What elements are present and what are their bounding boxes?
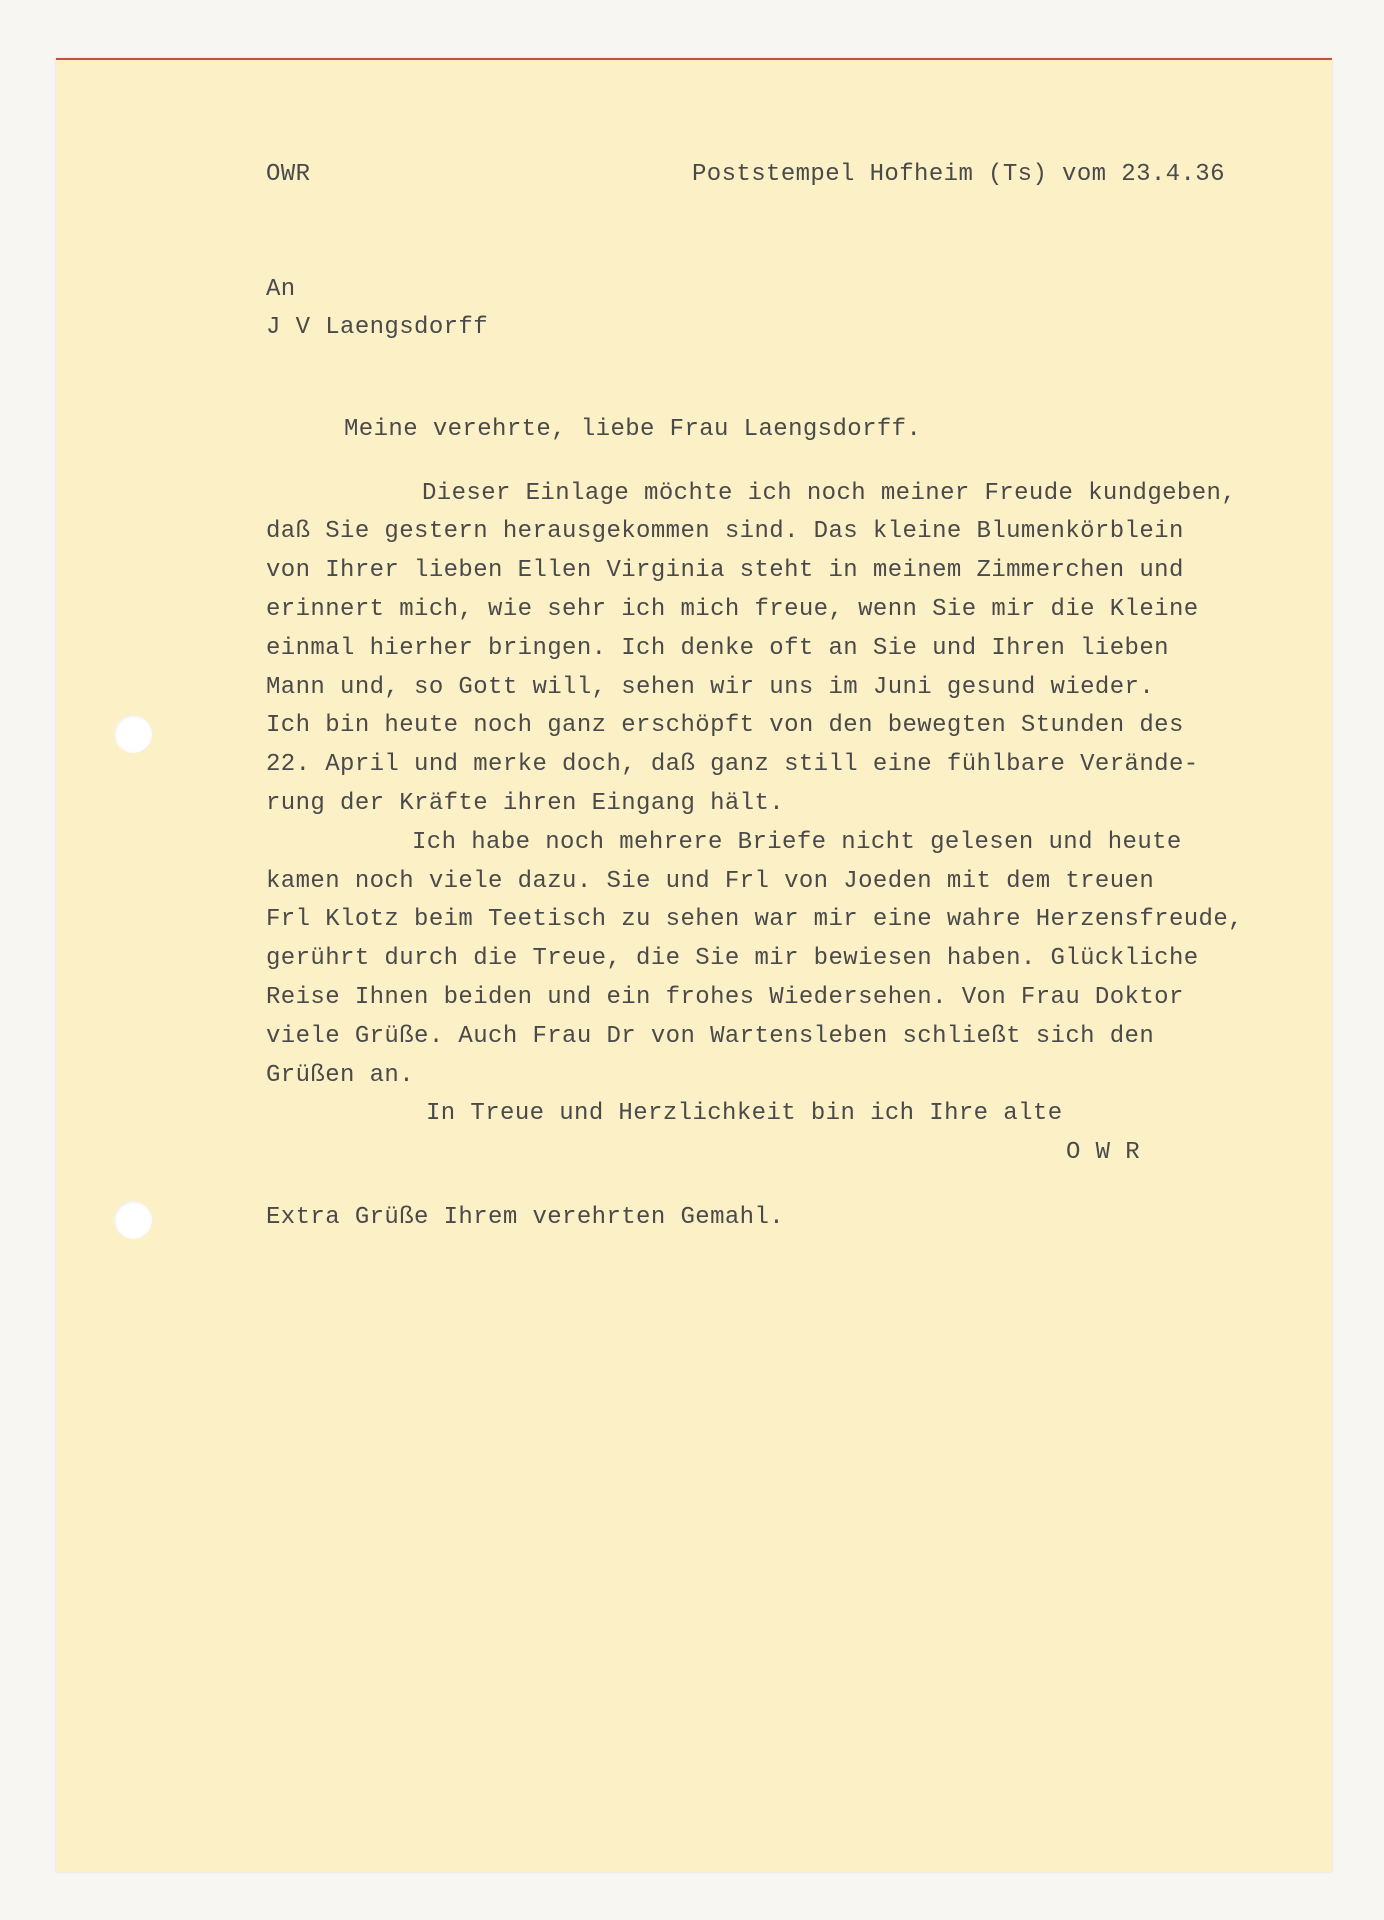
postmark-line: Poststempel Hofheim (Ts) vom 23.4.36 bbox=[692, 161, 1225, 188]
body-line: Frl Klotz beim Teetisch zu sehen war mir eine wahre Herzensfreude, bbox=[266, 906, 1243, 933]
punch-hole-bottom bbox=[114, 1201, 152, 1239]
salutation: Meine verehrte, liebe Frau Laengsdorff. bbox=[344, 416, 922, 443]
body-line: Ich habe noch mehrere Briefe nicht gelesen und heute bbox=[412, 829, 1182, 856]
body-line: 22. April und merke doch, daß ganz still eine fühlbare Verände- bbox=[266, 751, 1199, 778]
body-line: gerührt durch die Treue, die Sie mir bewiesen haben. Glückliche bbox=[266, 945, 1199, 972]
signature: O W R bbox=[1066, 1139, 1141, 1166]
sender-initials: OWR bbox=[266, 161, 311, 188]
body-line: einmal hierher bringen. Ich denke oft an Sie und Ihren lieben bbox=[266, 635, 1169, 662]
postscript: Extra Grüße Ihrem verehrten Gemahl. bbox=[266, 1204, 785, 1231]
body-line: Mann und, so Gott will, sehen wir uns im Juni gesund wieder. bbox=[266, 674, 1155, 701]
body-line: Reise Ihnen beiden und ein frohes Wiedersehen. Von Frau Doktor bbox=[266, 984, 1184, 1011]
body-line: kamen noch viele dazu. Sie und Frl von Joeden mit dem treuen bbox=[266, 868, 1155, 895]
punch-hole-top bbox=[114, 715, 152, 753]
address-prefix: An bbox=[266, 276, 296, 303]
letter-paper bbox=[56, 58, 1332, 1872]
body-line: rung der Kräfte ihren Eingang hält. bbox=[266, 790, 785, 817]
body-line: viele Grüße. Auch Frau Dr von Wartensleben schließt sich den bbox=[266, 1023, 1155, 1050]
recipient-name: J V Laengsdorff bbox=[266, 314, 489, 341]
body-line: erinnert mich, wie sehr ich mich freue, wenn Sie mir die Kleine bbox=[266, 596, 1199, 623]
body-line: von Ihrer lieben Ellen Virginia steht in meinem Zimmerchen und bbox=[266, 557, 1184, 584]
body-line: Grüßen an. bbox=[266, 1062, 415, 1089]
body-line: Dieser Einlage möchte ich noch meiner Freude kundgeben, bbox=[422, 480, 1237, 507]
body-line: Ich bin heute noch ganz erschöpft von den bewegten Stunden des bbox=[266, 712, 1184, 739]
body-line: daß Sie gestern herausgekommen sind. Das kleine Blumenkörblein bbox=[266, 518, 1184, 545]
closing-line: In Treue und Herzlichkeit bin ich Ihre alte bbox=[426, 1100, 1063, 1127]
